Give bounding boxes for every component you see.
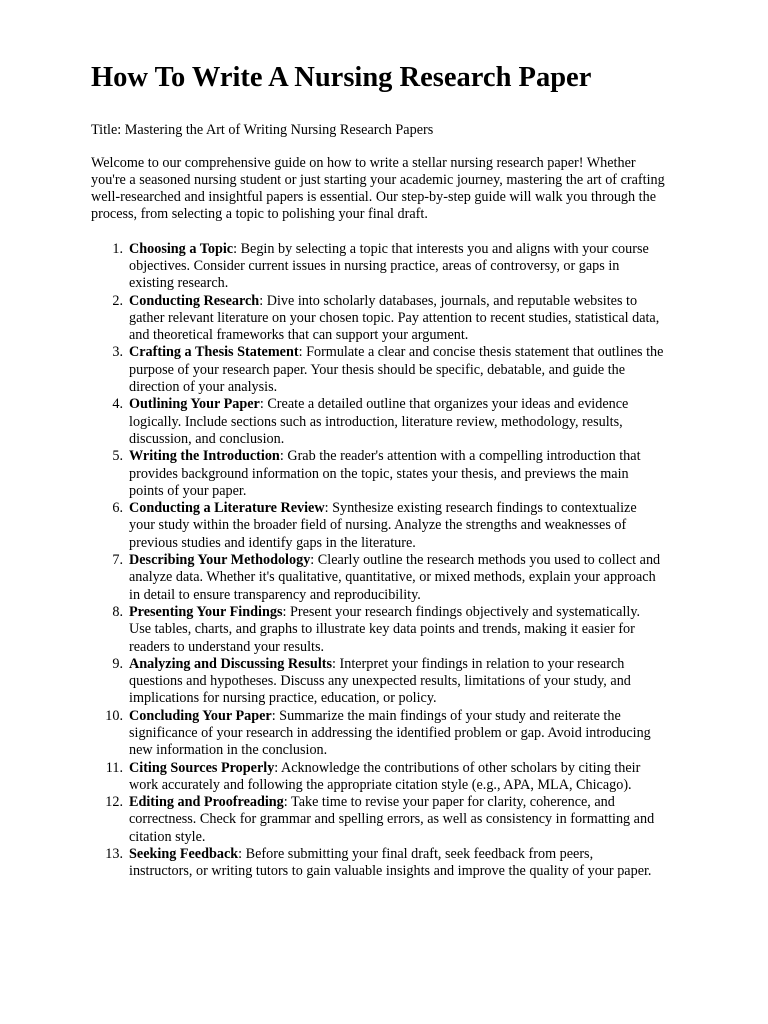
- step-description-line: correctness. Check for grammar and spelling errors, as well as consistency in formatting and: [129, 811, 655, 828]
- step-description: : Interpret your findings in relation to your research: [332, 655, 625, 672]
- list-item: [91, 241, 721, 293]
- list-number: 13.: [105, 846, 123, 863]
- document-subtitle: Title: Mastering the Art of Writing Nursing Research Papers: [91, 122, 434, 138]
- intro-line: well-researched and insightful papers is essential. Our step-by-step guide will walk you through the: [91, 189, 656, 206]
- list-item: [91, 794, 721, 846]
- list-item-first-line: [129, 708, 721, 725]
- step-description: : Before submitting your final draft, seek feedback from peers,: [238, 846, 594, 863]
- list-number: 3.: [112, 344, 123, 361]
- list-number: 10.: [105, 707, 123, 724]
- step-description-line: discussion, and conclusion.: [129, 430, 285, 447]
- step-description-line: points of your paper.: [129, 482, 247, 499]
- step-description-line: provides background information on the topic, states your thesis, and previews the main: [129, 465, 629, 482]
- list-item-first-line: [129, 448, 721, 465]
- list-item-first-line: [129, 344, 721, 361]
- step-description-line: your study within the broader field of nursing. Analyze the strengths and weaknesses of: [129, 517, 627, 534]
- step-term: Citing Sources Properly: [129, 759, 275, 776]
- list-number: 8.: [112, 603, 123, 620]
- list-item: [91, 760, 721, 795]
- step-term: Presenting Your Findings: [129, 603, 283, 620]
- intro-line: Welcome to our comprehensive guide on how to write a stellar nursing research paper! Whether: [91, 154, 636, 171]
- list-number: 4.: [112, 396, 123, 413]
- step-description: : Dive into scholarly databases, journals, and reputable websites to: [259, 292, 638, 309]
- step-description-line: existing research.: [129, 275, 229, 292]
- step-description-line: new information in the conclusion.: [129, 742, 328, 759]
- list-number: 2.: [112, 292, 123, 309]
- list-item-first-line: [129, 760, 721, 777]
- list-item-first-line: [129, 846, 721, 863]
- step-description-line: questions and hypotheses. Discuss any unexpected results, limitations of your study, and: [129, 673, 631, 690]
- step-description-line: work accurately and following the appropriate citation style (e.g., APA, MLA, Chicago).: [129, 776, 632, 793]
- list-item-first-line: [129, 396, 721, 413]
- step-description: : Summarize the main findings of your study and reiterate the: [271, 707, 621, 724]
- list-item: [91, 293, 721, 345]
- step-description-line: objectives. Consider current issues in nursing practice, areas of controversy, or gaps in: [129, 257, 620, 274]
- list-item: [91, 656, 721, 708]
- list-item: [91, 708, 721, 760]
- list-item-first-line: [129, 552, 721, 569]
- list-number: 1.: [112, 240, 123, 257]
- step-description: : Begin by selecting a topic that interests you and aligns with your course: [233, 240, 649, 257]
- list-item: [91, 846, 721, 881]
- list-number: 12.: [105, 794, 123, 811]
- step-description-line: citation style.: [129, 828, 206, 845]
- step-term: Describing Your Methodology: [129, 552, 311, 569]
- step-description: : Clearly outline the research methods you used to collect and: [310, 552, 661, 569]
- list-number: 5.: [112, 448, 123, 465]
- intro-paragraph: [91, 155, 721, 224]
- step-term: Conducting Research: [129, 292, 260, 309]
- step-term: Crafting a Thesis Statement: [129, 344, 299, 361]
- step-description-line: in detail to ensure transparency and reproducibility.: [129, 586, 421, 603]
- list-item: [91, 396, 721, 448]
- list-item: [91, 344, 721, 396]
- step-description: : Create a detailed outline that organizes your ideas and evidence: [259, 396, 629, 413]
- step-description-line: significance of your research in addressing the identified problem or gap. Avoid introducing: [129, 725, 651, 741]
- step-description: : Synthesize existing research findings to contextualize: [324, 500, 637, 517]
- step-description: : Grab the reader's attention with a compelling introduction that: [279, 448, 641, 465]
- step-description-line: analyze data. Whether it's qualitative, quantitative, or mixed methods, explain your approach: [129, 569, 656, 586]
- step-term: Choosing a Topic: [129, 240, 234, 257]
- step-term: Concluding Your Paper: [129, 707, 272, 724]
- step-description-line: direction of your analysis.: [129, 379, 278, 396]
- list-item-first-line: [129, 293, 721, 310]
- step-description-line: gather relevant literature on your chosen topic. Pay attention to recent studies, statistical data,: [129, 309, 660, 326]
- list-item-first-line: [129, 794, 721, 811]
- document-title: How To Write A Nursing Research Paper: [91, 62, 592, 93]
- list-number: 11.: [105, 759, 123, 776]
- step-term: Analyzing and Discussing Results: [129, 655, 333, 672]
- list-item: [91, 500, 721, 552]
- step-description-line: Use tables, charts, and graphs to illustrate key data points and trends, making it easier for: [129, 621, 635, 638]
- intro-line: you're a seasoned nursing student or just starting your academic journey, mastering the art of crafting: [91, 171, 665, 188]
- list-item-first-line: [129, 656, 721, 673]
- step-description-line: instructors, or writing tutors to gain valuable insights and improve the quality of your paper.: [129, 863, 652, 880]
- step-term: Outlining Your Paper: [129, 396, 260, 413]
- list-item: [91, 552, 721, 604]
- list-item-first-line: [129, 241, 721, 258]
- step-description: : Take time to revise your paper for clarity, coherence, and: [283, 794, 615, 811]
- list-item-first-line: [129, 604, 721, 621]
- step-description-line: previous studies and identify gaps in the literature.: [129, 534, 416, 551]
- step-term: Seeking Feedback: [129, 846, 239, 863]
- list-number: 9.: [112, 655, 123, 672]
- step-description-line: readers to understand your results.: [129, 638, 325, 655]
- list-number: 6.: [112, 500, 123, 517]
- step-description-line: purpose of your research paper. Your thesis should be specific, debatable, and guide the: [129, 361, 626, 378]
- list-item-first-line: [129, 500, 721, 517]
- step-description: : Present your research findings objectively and systematically.: [282, 603, 641, 620]
- step-description-line: and theoretical frameworks that can support your argument.: [129, 327, 469, 344]
- list-item: [91, 604, 721, 656]
- intro-line: process, from selecting a topic to polishing your final draft.: [91, 206, 428, 223]
- step-description: : Acknowledge the contributions of other scholars by citing their: [274, 759, 641, 776]
- step-description-line: logically. Include sections such as introduction, literature review, methodology, results,: [129, 413, 623, 430]
- step-term: Conducting a Literature Review: [129, 500, 325, 517]
- document-page: [91, 58, 721, 881]
- list-item: [91, 448, 721, 500]
- step-term: Writing the Introduction: [129, 448, 280, 465]
- steps-list: [91, 241, 721, 881]
- step-description-line: implications for nursing practice, education, or policy.: [129, 690, 437, 707]
- list-number: 7.: [112, 552, 123, 569]
- step-description: : Formulate a clear and concise thesis statement that outlines the: [298, 344, 664, 361]
- step-term: Editing and Proofreading: [129, 794, 284, 811]
